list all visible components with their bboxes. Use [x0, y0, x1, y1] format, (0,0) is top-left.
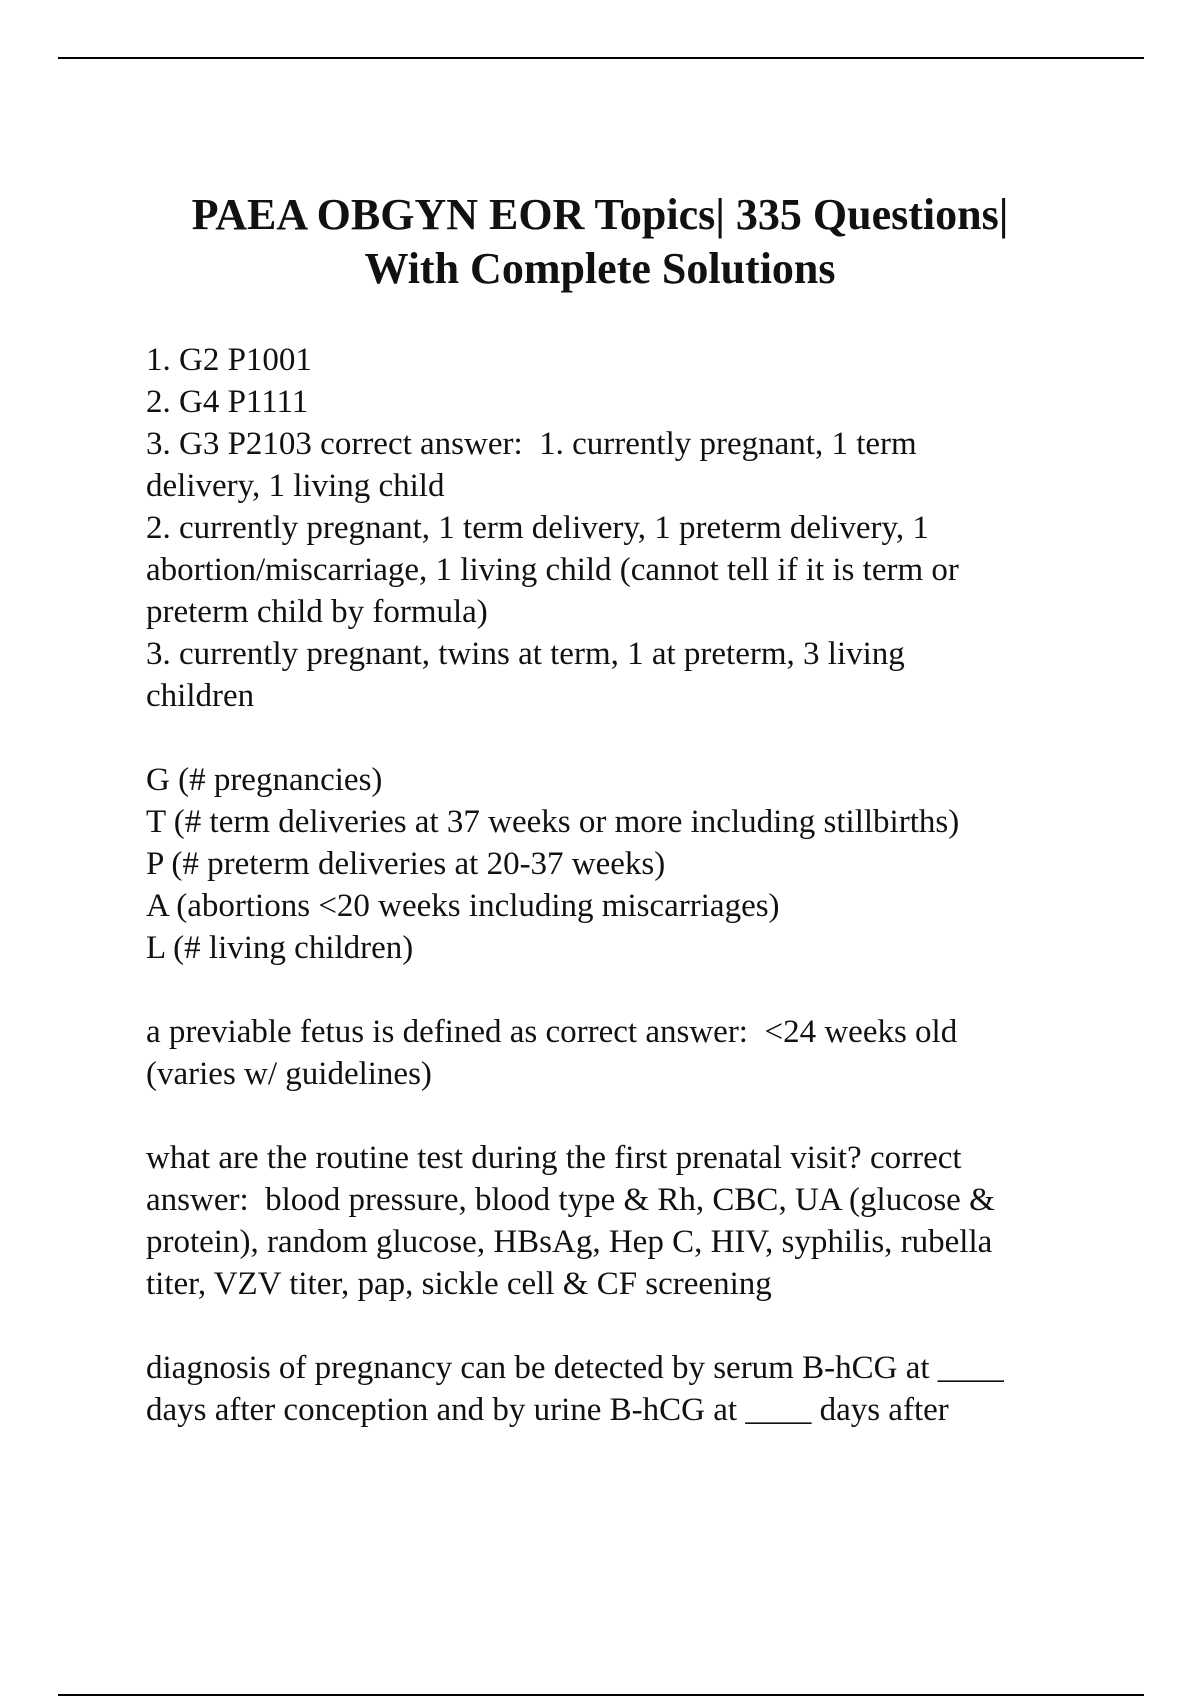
text-line: L (# living children): [146, 930, 414, 966]
text-line: 3. currently pregnant, twins at term, 1 at preterm, 3 living: [146, 636, 905, 672]
text-line: days after conception and by urine B-hCG at ____ days after: [146, 1392, 949, 1428]
text-line: children: [146, 678, 255, 714]
text-line: A (abortions <20 weeks including miscarriages): [146, 888, 780, 924]
page-title: [100, 188, 1100, 296]
paragraph-previable-fetus: [146, 1011, 1106, 1095]
text-line: (varies w/ guidelines): [146, 1056, 432, 1092]
text-line: diagnosis of pregnancy can be detected by serum B-hCG at ____: [146, 1350, 1004, 1386]
text-line: P (# preterm deliveries at 20-37 weeks): [146, 846, 666, 882]
paragraph-gtpal-legend: [146, 759, 1106, 969]
text-line: protein), random glucose, HBsAg, Hep C, HIV, syphilis, rubella: [146, 1224, 993, 1260]
bottom-rule: [58, 1694, 1144, 1696]
text-line: delivery, 1 living child: [146, 468, 445, 504]
text-line: what are the routine test during the first prenatal visit? correct: [146, 1140, 962, 1176]
top-rule: [58, 57, 1144, 59]
paragraph-gap: [146, 1305, 1106, 1347]
paragraph-gap: [146, 717, 1106, 759]
paragraph-gap: [146, 969, 1106, 1011]
text-line: titer, VZV titer, pap, sickle cell & CF screening: [146, 1266, 772, 1302]
text-line: abortion/miscarriage, 1 living child (cannot tell if it is term or: [146, 552, 959, 588]
title-line-1: PAEA OBGYN EOR Topics| 335 Questions|: [191, 190, 1009, 239]
text-line: 3. G3 P2103 correct answer: 1. currently pregnant, 1 term: [146, 426, 917, 462]
text-line: G (# pregnancies): [146, 762, 383, 798]
text-line: a previable fetus is defined as correct answer: <24 weeks old: [146, 1014, 958, 1050]
document-body: [146, 339, 1106, 1431]
paragraph-gap: [146, 1095, 1106, 1137]
text-line: preterm child by formula): [146, 594, 488, 630]
paragraph-gp-examples: [146, 339, 1106, 717]
text-line: 2. G4 P1111: [146, 384, 309, 420]
text-line: T (# term deliveries at 37 weeks or more including stillbirths): [146, 804, 960, 840]
paragraph-prenatal-tests: [146, 1137, 1106, 1305]
paragraph-pregnancy-diagnosis: [146, 1347, 1106, 1431]
title-line-2: With Complete Solutions: [364, 244, 836, 293]
text-line: 2. currently pregnant, 1 term delivery, 1 preterm delivery, 1: [146, 510, 929, 546]
text-line: answer: blood pressure, blood type & Rh, CBC, UA (glucose &: [146, 1182, 995, 1218]
text-line: 1. G2 P1001: [146, 342, 312, 378]
